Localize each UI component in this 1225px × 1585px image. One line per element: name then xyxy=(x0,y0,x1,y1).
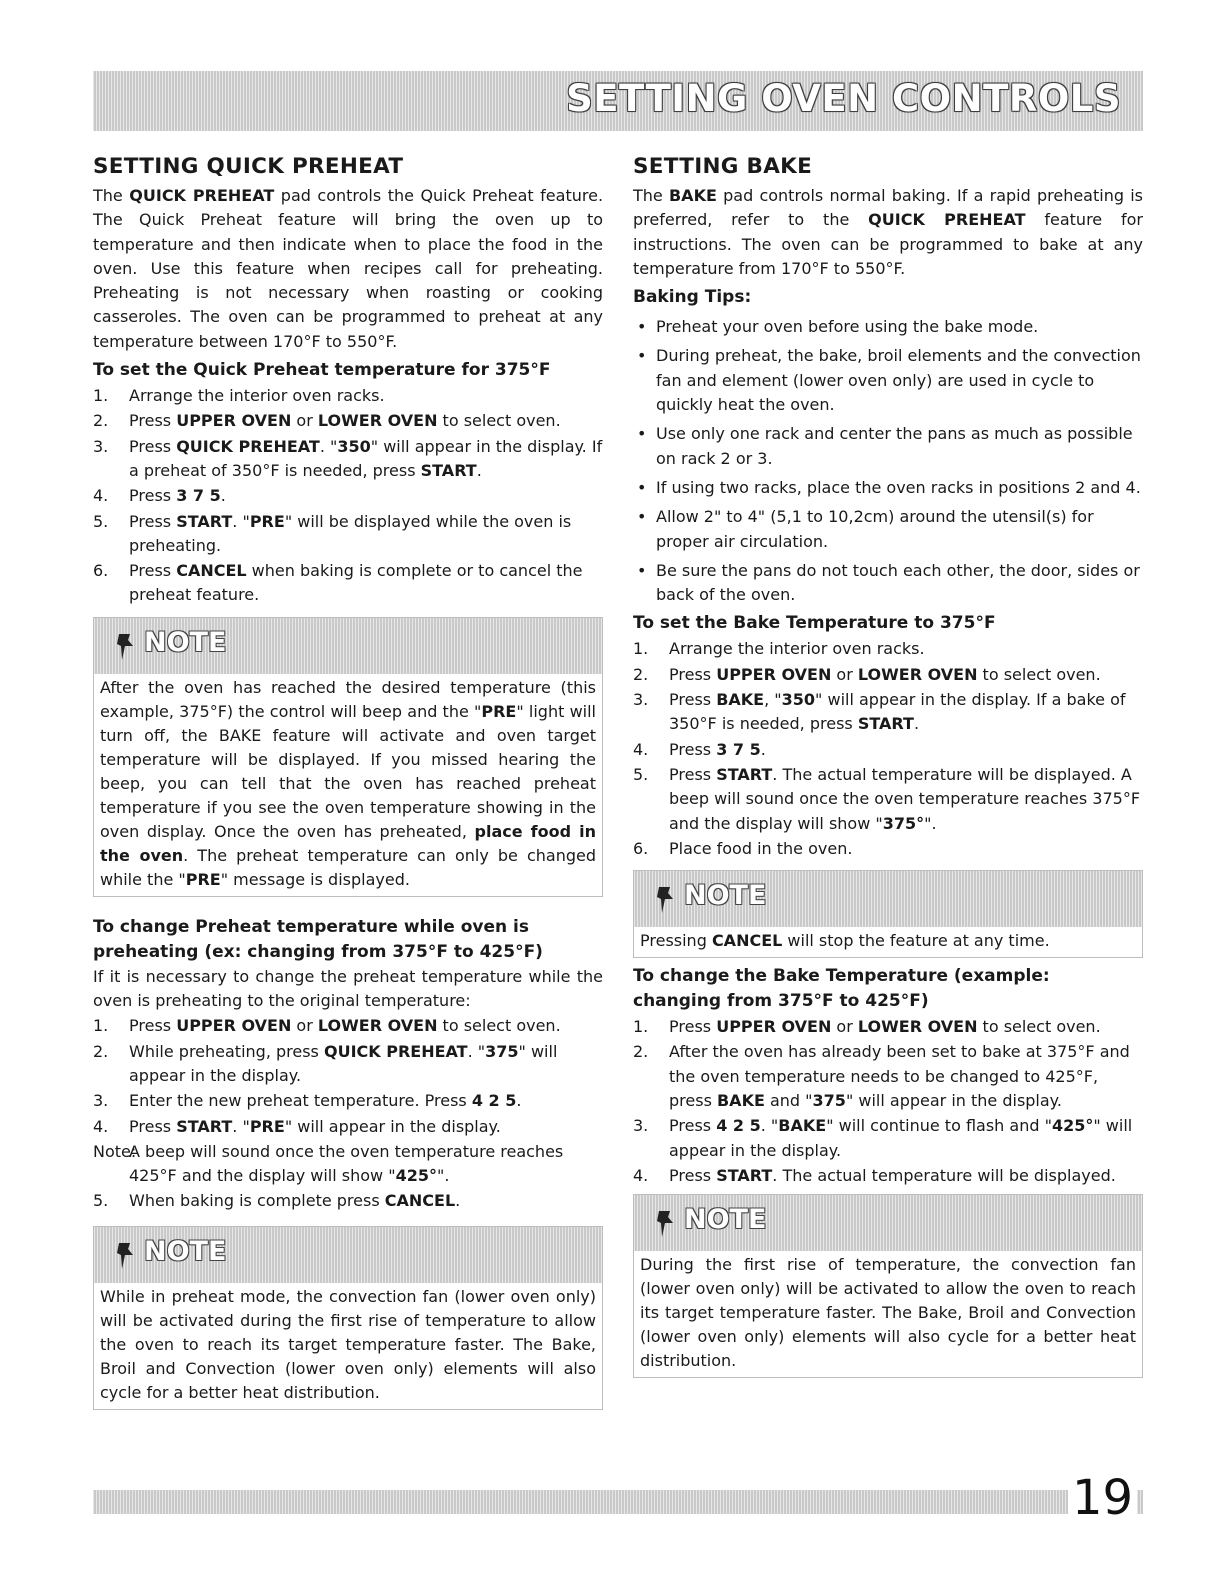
bold-text: BAKE xyxy=(778,1116,827,1136)
note-body xyxy=(634,1251,1142,1377)
step-number: Note: xyxy=(93,1141,137,1161)
subheading-change-bake: To change the Bake Temperature (example: changing from 375°F to 425°F) xyxy=(633,966,1050,1012)
bold-text: 350 xyxy=(781,690,816,710)
bold-text: CANCEL xyxy=(711,931,783,951)
bullet-item xyxy=(633,559,1143,608)
bold-text: START xyxy=(176,511,233,531)
text: " message is displayed. xyxy=(220,869,410,889)
bold-text: QUICK PREHEAT xyxy=(176,436,320,456)
step-number: 1. xyxy=(93,1016,109,1036)
text: to select oven. xyxy=(437,411,561,431)
bold-text: START xyxy=(716,1165,773,1185)
text: Press xyxy=(129,1016,177,1036)
step-item xyxy=(633,663,1143,687)
step-item xyxy=(93,510,603,559)
bold-text: UPPER OVEN xyxy=(716,1017,832,1037)
step-number: 4. xyxy=(93,1116,109,1136)
note-box xyxy=(93,617,603,897)
bold-text: START xyxy=(420,460,477,480)
step-item xyxy=(93,1140,603,1189)
bullet-text: During preheat, the bake, broil elements and the convection fan and element (lower oven only) are used in cycle to quickly heat the oven. xyxy=(656,346,1141,415)
text: Press xyxy=(669,690,717,710)
text: pad controls the Quick Preheat feature. The Quick Preheat feature will bring the oven up to temperature and then indicate when to place the food in the oven. Use this feature when recipes call for preheating. Preheating is not necessary when roasting or cooking casseroles. The oven can be programmed to preheat at any temperature between 170°F to 550°F. xyxy=(93,186,604,351)
step-number: 4. xyxy=(633,1165,649,1185)
step-item xyxy=(633,763,1143,836)
text: . The actual temperature will be displayed. xyxy=(772,1165,1116,1185)
note-body xyxy=(94,674,602,896)
bullet-text: If using two racks, place the oven racks in positions 2 and 4. xyxy=(656,477,1141,497)
step-item xyxy=(633,1114,1143,1163)
note-body xyxy=(94,1283,602,1409)
step-number: 5. xyxy=(93,1191,109,1211)
text: " will appear in the display. If a preheat of 350°F is needed, press xyxy=(129,436,603,480)
bold-text: LOWER OVEN xyxy=(857,1017,978,1037)
step-item xyxy=(633,688,1143,737)
quick-preheat-intro xyxy=(93,184,603,354)
text: . xyxy=(516,1091,522,1111)
text: Press xyxy=(669,739,717,759)
step-number: 5. xyxy=(633,764,649,784)
step-item xyxy=(93,1014,603,1038)
step-item xyxy=(93,1115,603,1139)
left-column xyxy=(93,152,603,1410)
bullet-text: Preheat your oven before using the bake mode. xyxy=(656,317,1039,337)
text: or xyxy=(291,411,318,431)
text: " will appear in the display. xyxy=(129,1041,558,1085)
bullet-text: Allow 2" to 4" (5,1 to 10,2cm) around the utensil(s) for proper air circulation. xyxy=(656,507,1094,551)
step-number: 2. xyxy=(93,1041,109,1061)
bullet-icon: • xyxy=(637,346,647,366)
step-number: 2. xyxy=(93,411,109,431)
text: Press xyxy=(129,436,177,456)
step-item xyxy=(633,738,1143,762)
note-header xyxy=(94,618,602,674)
bold-text: PRE xyxy=(481,701,517,721)
note-box xyxy=(93,1226,603,1410)
bullet-icon: • xyxy=(637,560,647,580)
bullet-item xyxy=(633,476,1143,500)
note-label: NOTE xyxy=(144,626,227,658)
pushpin-icon xyxy=(656,885,678,919)
bold-text: PRE xyxy=(185,869,221,889)
text: Press xyxy=(669,1165,717,1185)
bullet-item xyxy=(633,505,1143,554)
text: , " xyxy=(764,690,782,710)
bold-text: 3 7 5 xyxy=(176,486,221,506)
step-item xyxy=(93,484,603,508)
steps-set-quick-preheat xyxy=(93,384,603,608)
text: . xyxy=(455,1191,461,1211)
bold-text: 4 2 5 xyxy=(716,1116,761,1136)
text: ". xyxy=(924,813,937,833)
bold-text: 350 xyxy=(337,436,371,456)
step-item xyxy=(93,409,603,433)
page-title: SETTING OVEN CONTROLS xyxy=(566,77,1121,120)
text: " will appear in the display. xyxy=(669,1116,1133,1160)
note-box xyxy=(633,1194,1143,1378)
subheading-baking-tips: Baking Tips: xyxy=(633,287,752,308)
bold-text: QUICK PREHEAT xyxy=(323,1041,468,1061)
text: feature for instructions. The oven can be programmed to bake at any temperature from 170°F to 550°F. xyxy=(633,210,1143,278)
text: Press xyxy=(129,1116,177,1136)
note-box xyxy=(633,870,1143,958)
text: " will appear in the display. xyxy=(845,1091,1062,1111)
text: Arrange the interior oven racks. xyxy=(669,639,925,659)
bold-text: 375 xyxy=(812,1091,846,1111)
text: " will continue to flash and " xyxy=(826,1116,1052,1136)
bold-text: 3 7 5 xyxy=(716,739,761,759)
note-header xyxy=(94,1227,602,1283)
text: While preheating, press xyxy=(129,1041,324,1061)
bold-text: CANCEL xyxy=(176,561,247,581)
bold-text: PRE xyxy=(249,1116,285,1136)
subheading-set-quick-preheat: To set the Quick Preheat temperature for 375°F xyxy=(93,360,551,381)
footer-bar xyxy=(93,1490,1143,1514)
text: . xyxy=(760,739,766,759)
bold-text: LOWER OVEN xyxy=(317,1016,438,1036)
text: " will appear in the display. xyxy=(284,1116,501,1136)
bullet-text: Be sure the pans do not touch each other, the door, sides or back of the oven. xyxy=(656,560,1140,605)
text: Press xyxy=(129,561,177,581)
step-number: 1. xyxy=(633,639,649,659)
text: to select oven. xyxy=(977,1017,1101,1037)
text: After the oven has already been set to bake at 375°F and the oven temperature needs to be changed to 425°F, press xyxy=(669,1042,1130,1111)
bold-text: place food in the oven xyxy=(100,821,597,865)
step-item xyxy=(633,1164,1143,1188)
note-label: NOTE xyxy=(684,880,767,912)
step-number: 4. xyxy=(93,486,109,506)
text: or xyxy=(291,1016,318,1036)
text: . xyxy=(220,486,226,506)
step-item xyxy=(93,1089,603,1113)
pushpin-icon xyxy=(116,632,138,666)
text: " will be displayed while the oven is preheating. xyxy=(129,511,572,555)
step-number: 2. xyxy=(633,1042,649,1062)
text: . " xyxy=(760,1116,779,1136)
note-body xyxy=(634,927,1142,957)
step-number: 3. xyxy=(93,436,109,456)
bold-text: UPPER OVEN xyxy=(176,1016,292,1036)
note-label: NOTE xyxy=(144,1235,227,1267)
text: During the first rise of temperature, the convection fan (lower oven only) will be activated to allow the oven to reach its target temperature faster. The Bake, Broil and Convection (lower oven only) elements will also cycle for a better heat distribution. xyxy=(640,1255,1136,1371)
bold-text: 375 xyxy=(485,1041,519,1061)
bold-text: 4 2 5 xyxy=(471,1091,517,1111)
bold-text: UPPER OVEN xyxy=(176,411,292,431)
bold-text: BAKE xyxy=(668,186,717,205)
text: Enter the new preheat temperature. Press xyxy=(129,1091,472,1111)
change-preheat-intro: If it is necessary to change the preheat temperature while the oven is preheating to the original temperature: xyxy=(93,966,603,1011)
step-item xyxy=(633,1040,1143,1113)
steps-change-bake xyxy=(633,1015,1143,1188)
text: Press xyxy=(129,511,177,531)
bold-text: BAKE xyxy=(716,690,765,710)
text: and " xyxy=(764,1091,813,1111)
text: . " xyxy=(319,436,338,456)
steps-change-preheat xyxy=(93,1014,603,1213)
text: Press xyxy=(669,664,717,684)
step-number: 3. xyxy=(633,1116,649,1136)
step-number: 5. xyxy=(93,511,109,531)
text: . xyxy=(476,460,482,480)
bold-text: LOWER OVEN xyxy=(317,411,438,431)
section-title-bake: SETTING BAKE xyxy=(633,154,813,179)
bold-text: UPPER OVEN xyxy=(716,664,832,684)
step-number: 6. xyxy=(633,838,649,858)
text: ". xyxy=(436,1166,450,1186)
text: . xyxy=(913,714,920,734)
text: Pressing xyxy=(640,931,712,951)
bullet-text: Use only one rack and center the pans as much as possible on rack 2 or 3. xyxy=(656,424,1133,468)
bold-text: LOWER OVEN xyxy=(857,664,978,684)
bullet-icon: • xyxy=(637,477,647,497)
text: . " xyxy=(467,1041,486,1061)
bold-text: 375° xyxy=(882,813,925,833)
step-item xyxy=(633,637,1143,661)
text: Press xyxy=(129,411,177,431)
bold-text: PRE xyxy=(249,511,285,531)
bold-text: BAKE xyxy=(716,1091,765,1111)
baking-tips-list xyxy=(633,315,1143,607)
text: The xyxy=(633,186,669,205)
text: A beep will sound once the oven temperature reaches 425°F and the display will show " xyxy=(129,1141,564,1186)
header-banner xyxy=(93,71,1143,131)
step-number: 4. xyxy=(633,739,649,759)
step-item xyxy=(93,435,603,484)
text: . " xyxy=(232,1116,250,1136)
steps-set-bake xyxy=(633,637,1143,861)
bold-text: 425° xyxy=(395,1166,437,1186)
note-header xyxy=(634,1195,1142,1251)
text: " will appear in the display. If a bake of 350°F is needed, press xyxy=(669,690,1126,734)
text: will stop the feature at any time. xyxy=(782,931,1050,951)
text: . " xyxy=(232,511,250,531)
text: Press xyxy=(129,486,177,506)
bake-intro xyxy=(633,184,1143,281)
text: When baking is complete press xyxy=(129,1191,385,1211)
text: or xyxy=(831,664,858,684)
text: Press xyxy=(669,1116,717,1136)
step-number: 6. xyxy=(93,561,109,581)
step-number: 3. xyxy=(633,690,649,710)
text: Arrange the interior oven racks. xyxy=(129,386,385,406)
bold-text: QUICK PREHEAT xyxy=(868,210,1026,230)
section-title-quick-preheat: SETTING QUICK PREHEAT xyxy=(93,154,404,179)
bullet-icon: • xyxy=(637,317,647,337)
subheading-set-bake: To set the Bake Temperature to 375°F xyxy=(633,613,996,634)
bold-text: 425° xyxy=(1051,1116,1094,1136)
bold-text: CANCEL xyxy=(384,1191,456,1211)
step-item xyxy=(93,384,603,408)
step-number: 2. xyxy=(633,664,649,684)
right-column xyxy=(633,152,1143,1378)
text: . The actual temperature will be displayed. A beep will sound once the oven temperature reaches 375°F and the display will show " xyxy=(669,764,1141,833)
pushpin-icon xyxy=(116,1241,138,1275)
note-header xyxy=(634,871,1142,927)
text: when baking is complete or to cancel the preheat feature. xyxy=(129,561,583,605)
bullet-item xyxy=(633,344,1143,417)
text: or xyxy=(831,1017,858,1037)
step-number: 3. xyxy=(93,1091,109,1111)
text: pad controls normal baking. If a rapid preheating is preferred, refer to the xyxy=(633,186,1143,230)
note-label: NOTE xyxy=(684,1204,767,1236)
text: . The preheat temperature can only be changed while the " xyxy=(100,845,596,889)
bullet-item xyxy=(633,422,1143,471)
step-item xyxy=(633,837,1143,861)
text: After the oven has reached the desired temperature (this example, 375°F) the control will beep and the " xyxy=(100,677,596,721)
text: to select oven. xyxy=(977,664,1101,684)
text: The xyxy=(93,186,130,205)
text: to select oven. xyxy=(437,1016,561,1036)
bullet-icon: • xyxy=(637,507,647,527)
step-number: 1. xyxy=(93,386,109,406)
bold-text: START xyxy=(176,1116,233,1136)
text: While in preheat mode, the convection fan (lower oven only) will be activated during the first rise of temperature to allow the oven to reach its target temperature faster. The Bake, Broil and Convection (lower oven only) elements will also cycle for a better heat distribution. xyxy=(100,1286,596,1402)
text: Press xyxy=(669,1017,717,1037)
bold-text: QUICK PREHEAT xyxy=(129,186,275,205)
bullet-icon: • xyxy=(637,424,647,444)
step-number: 1. xyxy=(633,1017,649,1037)
step-item xyxy=(93,559,603,608)
bold-text: START xyxy=(857,714,914,734)
pushpin-icon xyxy=(656,1209,678,1243)
text: Place food in the oven. xyxy=(669,838,853,858)
bullet-item xyxy=(633,315,1143,339)
step-item xyxy=(93,1040,603,1089)
step-item xyxy=(93,1189,603,1213)
text: Press xyxy=(669,764,717,784)
text: " light will turn off, the BAKE feature will activate and oven target temperature will be displayed. If you missed hearing the beep, you can tell that the oven has reached preheat temperature if you see the oven temperature showing in the oven display. Once the oven has preheated, xyxy=(100,701,596,841)
step-item xyxy=(633,1015,1143,1039)
page-number: 19 xyxy=(1068,1472,1137,1524)
bold-text: START xyxy=(716,764,773,784)
subheading-change-preheat: To change Preheat temperature while oven is preheating (ex: changing from 375°F to 425°F) xyxy=(93,916,543,962)
